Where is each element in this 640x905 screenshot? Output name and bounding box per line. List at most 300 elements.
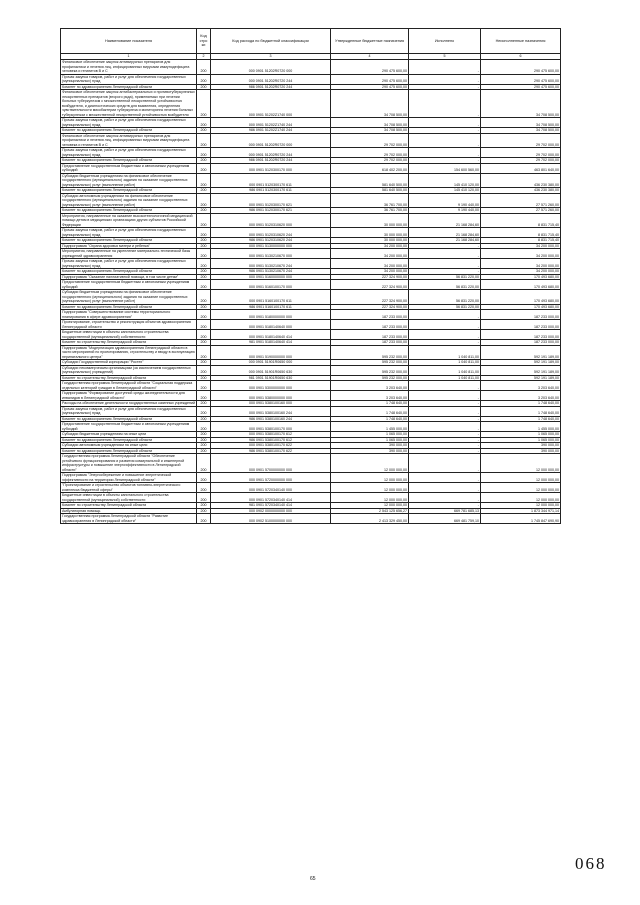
row-unexecuted: 170 493 680,00 bbox=[481, 280, 561, 290]
row-executed: - bbox=[409, 320, 481, 330]
row-name: Прочая закупка товаров, работ и услуг для обеспечения государственных (муниципальных) нужд bbox=[61, 228, 197, 238]
row-name: Комитет по строительству Ленинградской области bbox=[61, 503, 197, 509]
row-approved: 34 200 000,00 bbox=[331, 249, 409, 259]
header-name: Наименование показателя bbox=[61, 29, 197, 54]
table-header-row bbox=[61, 29, 561, 54]
row-approved: 227 324 900,00 bbox=[331, 290, 409, 305]
row-classification: 000 0901 5180140640 414 bbox=[211, 330, 331, 340]
row-code: 200 bbox=[197, 243, 211, 249]
row-code: 200 bbox=[197, 437, 211, 443]
row-classification: 986 0901 5130210670 244 bbox=[211, 269, 331, 275]
row-approved: 12 000 000,00 bbox=[331, 454, 409, 473]
row-name: Расходы на обеспечение деятельности государственных казенных учреждений bbox=[62, 401, 195, 405]
row-classification: 000 0901 51202R0720 244 bbox=[211, 74, 331, 84]
row-code: 200 bbox=[197, 422, 211, 432]
row-name: Комитет по здравоохранению Ленинградской области bbox=[61, 158, 197, 164]
row-classification: 000 0901 51202Z1740 000 bbox=[211, 90, 331, 118]
row-unexecuted: 290 475 600,00 bbox=[481, 74, 561, 84]
row-executed: 1 040 811,00 bbox=[409, 345, 481, 360]
row-classification: 986 0901 51202R0720 244 bbox=[211, 84, 331, 90]
row-classification: 000 0901 5120300170 621 bbox=[211, 193, 331, 208]
row-name: Комитет по здравоохранению Ленинградской области bbox=[61, 208, 197, 214]
row-executed: 145 410 120,00 bbox=[409, 173, 481, 188]
row-code: 200 bbox=[197, 508, 211, 514]
row-unexecuted: 29 702 000,00 bbox=[481, 148, 561, 158]
row-executed: - bbox=[409, 416, 481, 422]
row-classification: 000 0901 5180140640 000 bbox=[211, 320, 331, 330]
row-name: Субсидии Государственной корпорации "Ростех" bbox=[61, 360, 197, 366]
table-row bbox=[61, 345, 561, 360]
row-code: 200 bbox=[197, 443, 211, 449]
row-executed: - bbox=[409, 60, 481, 75]
row-code: 200 bbox=[197, 406, 211, 416]
row-unexecuted: 1 873 344 971,14 bbox=[481, 508, 561, 514]
row-approved: 290 475 600,00 bbox=[331, 74, 409, 84]
row-code: 200 bbox=[197, 365, 211, 375]
row-approved: 595 232 000,00 bbox=[331, 365, 409, 375]
row-unexecuted: 3 203 640,00 bbox=[481, 391, 561, 401]
row-classification: 986 0901 5120300170 611 bbox=[211, 188, 331, 194]
row-unexecuted: 1 065 000,00 bbox=[481, 432, 561, 438]
row-classification: 000 0901 5180000000 000 bbox=[211, 310, 331, 320]
row-executed: 1 040 811,00 bbox=[409, 360, 481, 366]
row-code: 200 bbox=[197, 320, 211, 330]
row-code: 200 bbox=[197, 454, 211, 473]
row-code: 200 bbox=[197, 330, 211, 340]
row-classification: 000 0902 5100000000 000 bbox=[211, 514, 331, 524]
row-name: Предоставление государственным бюджетным и автономным учреждениям субсидий bbox=[61, 163, 197, 173]
row-name: Государственная программа Ленинградской области "Обеспечение устойчивого функционирования и развития коммунальной и инженерной инфраструктуры и повышение энергоэффективности в Ленинградской области" bbox=[61, 454, 197, 473]
row-code: 200 bbox=[197, 128, 211, 134]
row-unexecuted: 436 230 380,00 bbox=[481, 188, 561, 194]
row-unexecuted: 34 708 500,00 bbox=[481, 118, 561, 128]
row-unexecuted: 290 475 600,00 bbox=[481, 84, 561, 90]
budget-execution-table bbox=[60, 28, 561, 524]
table-row bbox=[61, 406, 561, 416]
table-row bbox=[61, 148, 561, 158]
row-executed: - bbox=[409, 406, 481, 416]
row-executed: - bbox=[409, 148, 481, 158]
row-name: Подпрограмма "Формирование доступной среды жизнедеятельности для инвалидов в Ленинградской области" bbox=[61, 391, 197, 401]
row-classification: 986 0901 51202R0720 244 bbox=[211, 158, 331, 164]
column-number: 1 bbox=[61, 54, 197, 60]
row-name: Субсидии бюджетным учреждениям на финансовое обеспечение государственного (муниципального) задания на оказание государственных (муниципальных) услуг (выполнение работ) bbox=[61, 173, 197, 188]
row-name: Подпрограмма "Энергосбережение и повышение энергетической эффективности на территории Ленинградской области" bbox=[61, 473, 197, 483]
row-approved: 34 708 500,00 bbox=[331, 118, 409, 128]
row-executed: 56 831 220,00 bbox=[409, 274, 481, 280]
row-unexecuted: 436 230 380,00 bbox=[481, 173, 561, 188]
row-code: 200 bbox=[197, 381, 211, 391]
row-code: 200 bbox=[197, 213, 211, 228]
row-classification: 000 0901 51202Z1740 244 bbox=[211, 118, 331, 128]
row-classification: 000 0901 5380100170 612 bbox=[211, 432, 331, 438]
table-row bbox=[61, 330, 561, 340]
row-classification: 000 0901 51901R0650 630 bbox=[211, 365, 331, 375]
row-approved: 1 065 000,00 bbox=[331, 432, 409, 438]
row-code: 200 bbox=[197, 503, 211, 509]
row-code: 200 bbox=[197, 310, 211, 320]
table-row bbox=[61, 90, 561, 118]
row-unexecuted: 34 708 500,00 bbox=[481, 128, 561, 134]
table-row bbox=[61, 365, 561, 375]
row-executed: 56 831 220,00 bbox=[409, 290, 481, 305]
row-classification: 000 0901 5120300170 611 bbox=[211, 173, 331, 188]
table-row bbox=[61, 454, 561, 473]
row-executed: 154 600 560,00 bbox=[409, 163, 481, 173]
table-row bbox=[61, 290, 561, 305]
row-classification: 000 0901 5160100170 611 bbox=[211, 290, 331, 305]
column-number: 2 bbox=[197, 54, 211, 60]
row-executed: - bbox=[409, 381, 481, 391]
row-name: Государственная программа Ленинградской области "Развитие здравоохранения в Ленинградской области" bbox=[61, 514, 197, 524]
row-classification: 000 0901 5120310620 244 bbox=[211, 228, 331, 238]
row-executed: 21 168 284,60 bbox=[409, 228, 481, 238]
row-code: 200 bbox=[197, 148, 211, 158]
row-classification: 981 0901 5720340140 414 bbox=[211, 503, 331, 509]
row-classification: 000 0901 5720340140 000 bbox=[211, 483, 331, 493]
row-code: 200 bbox=[197, 290, 211, 305]
row-executed: - bbox=[409, 443, 481, 449]
row-approved: 187 233 000,00 bbox=[331, 330, 409, 340]
table-row bbox=[61, 163, 561, 173]
row-classification: 986 0901 5120300170 621 bbox=[211, 208, 331, 214]
row-classification: 000 0901 5380100160 244 bbox=[211, 406, 331, 416]
row-executed: 21 168 284,60 bbox=[409, 213, 481, 228]
row-executed: 56 831 220,00 bbox=[409, 280, 481, 290]
row-classification: 986 0901 5380100160 244 bbox=[211, 416, 331, 422]
row-approved: 2 543 125 656,27 bbox=[331, 508, 409, 514]
table-row bbox=[61, 473, 561, 483]
row-code: 200 bbox=[197, 493, 211, 503]
row-name: Бюджетные инвестиции в объекты капитального строительства государственной (муниципальной) собственности bbox=[61, 330, 197, 340]
row-classification: 000 0901 5160000000 000 bbox=[211, 274, 331, 280]
row-code: 200 bbox=[197, 208, 211, 214]
table-row bbox=[61, 60, 561, 75]
row-approved: 30 000 000,00 bbox=[331, 238, 409, 244]
row-executed: - bbox=[409, 158, 481, 164]
row-unexecuted: 1 745 847 690,90 bbox=[481, 514, 561, 524]
row-approved: 30 000 000,00 bbox=[331, 228, 409, 238]
table-row bbox=[61, 173, 561, 188]
row-approved: 12 000 000,00 bbox=[331, 483, 409, 493]
row-code: 200 bbox=[197, 90, 211, 118]
row-approved: 34 200 000,00 bbox=[331, 269, 409, 275]
row-name: Комитет по здравоохранению Ленинградской области bbox=[61, 416, 197, 422]
row-executed: - bbox=[409, 483, 481, 493]
row-executed: - bbox=[409, 493, 481, 503]
row-classification: 986 0901 51202Z1740 244 bbox=[211, 128, 331, 134]
row-name: Финансовое обеспечение закупок антибактериальных и противотуберкулезных лекарственных препаратов (второго ряда), применяемых при лечении больных туберкулезом с множественной лекарственной устойчивостью возбудителя, и диагностических средств для выявления, определения чувствительности микобактерии туберкулеза и мониторинга лечения больных туберкулезом с множественной лекарственной устойчивостью возбудителя bbox=[62, 90, 195, 117]
header-classification: Код расхода по бюджетной классификации bbox=[211, 29, 331, 54]
row-unexecuted: 8 831 715,40 bbox=[481, 238, 561, 244]
row-name: Финансовое обеспечение закупок антивирусных препаратов для профилактики и лечения лиц, инфицированных вирусами иммунодефицита человека и гепатитов В и С bbox=[61, 60, 197, 75]
row-executed: 669 781 685,13 bbox=[409, 508, 481, 514]
table-row bbox=[61, 422, 561, 432]
row-name: Финансовое обеспечение закупок антивирусных препаратов для профилактики и лечения лиц, инфицированных вирусами иммунодефицита человека и гепатитов В и С bbox=[61, 133, 197, 148]
row-executed: - bbox=[409, 269, 481, 275]
row-classification: 000 0901 5380100170 622 bbox=[211, 443, 331, 449]
header-approved: Утвержденные бюджетные назначения bbox=[331, 29, 409, 54]
table-row bbox=[61, 228, 561, 238]
row-executed: - bbox=[409, 128, 481, 134]
row-code: 200 bbox=[197, 133, 211, 148]
table-row bbox=[61, 310, 561, 320]
row-code: 200 bbox=[197, 514, 211, 524]
row-code: 200 bbox=[197, 118, 211, 128]
row-code: 200 bbox=[197, 249, 211, 259]
row-code: 200 bbox=[197, 340, 211, 346]
row-classification: 981 0901 5180140640 414 bbox=[211, 340, 331, 346]
column-number: 4 bbox=[331, 54, 409, 60]
table-row bbox=[61, 483, 561, 493]
row-name: Государственная программа Ленинградской области "Социальная поддержка отдельных категорий граждан в Ленинградской области" bbox=[61, 381, 197, 391]
page-number: 65 bbox=[310, 876, 316, 882]
table-row bbox=[61, 320, 561, 330]
column-number: 6 bbox=[481, 54, 561, 60]
row-executed: - bbox=[409, 437, 481, 443]
row-code: 200 bbox=[197, 84, 211, 90]
row-unexecuted: 1 748 640,00 bbox=[481, 416, 561, 422]
handwritten-sheet-number: 068 bbox=[575, 854, 607, 873]
table-row bbox=[61, 213, 561, 228]
row-name: Комитет по здравоохранению Ленинградской области bbox=[61, 437, 197, 443]
row-name: Прочая закупка товаров, работ и услуг для обеспечения государственных (муниципальных) нужд bbox=[61, 259, 197, 269]
row-unexecuted: 34 200 000,00 bbox=[481, 269, 561, 275]
row-approved: 187 233 000,00 bbox=[331, 310, 409, 320]
row-name: Предоставление государственным бюджетным и автономным учреждениям субсидий bbox=[61, 280, 197, 290]
row-code: 200 bbox=[197, 188, 211, 194]
row-classification: 000 0901 5720340140 414 bbox=[211, 493, 331, 503]
row-approved: 3 203 640,00 bbox=[331, 381, 409, 391]
row-executed: - bbox=[409, 259, 481, 269]
row-unexecuted: 1 455 000,00 bbox=[481, 422, 561, 432]
row-approved: 34 708 500,00 bbox=[331, 90, 409, 118]
row-executed: - bbox=[409, 422, 481, 432]
row-executed: - bbox=[409, 503, 481, 509]
row-name: Комитет по строительству Ленинградской области bbox=[61, 375, 197, 381]
row-approved: 36 761 700,00 bbox=[331, 193, 409, 208]
row-unexecuted: 34 200 000,00 bbox=[481, 243, 561, 249]
row-name: "Проектирование и строительство объектов топливно-энергетического комплекса бюджетной сферы" bbox=[61, 483, 197, 493]
row-approved: 595 232 000,00 bbox=[331, 345, 409, 360]
row-executed: - bbox=[409, 330, 481, 340]
row-name: Прочая закупка товаров, работ и услуг для обеспечения государственных (муниципальных) нужд bbox=[61, 148, 197, 158]
row-name: Подпрограмма "Оказание паллиативной помощи, в том числе детям" bbox=[61, 274, 197, 280]
row-approved: 3 203 640,00 bbox=[331, 391, 409, 401]
row-unexecuted: 170 493 680,00 bbox=[481, 290, 561, 305]
row-executed: - bbox=[409, 133, 481, 148]
row-approved: 34 200 000,00 bbox=[331, 259, 409, 269]
row-approved: 12 000 000,00 bbox=[331, 503, 409, 509]
row-name: Комитет по здравоохранению Ленинградской области bbox=[61, 128, 197, 134]
row-classification: 000 0901 51202R0720 244 bbox=[211, 148, 331, 158]
row-name: Комитет по здравоохранению Ленинградской области bbox=[61, 304, 197, 310]
row-classification: 000 0901 5300000000 000 bbox=[211, 381, 331, 391]
row-classification: 986 0901 5120310620 244 bbox=[211, 238, 331, 244]
row-approved: 29 702 000,00 bbox=[331, 158, 409, 164]
row-code: 200 bbox=[197, 391, 211, 401]
row-approved: 1 455 000,00 bbox=[331, 422, 409, 432]
row-classification: 000 0901 5190000000 000 bbox=[211, 345, 331, 360]
row-executed: - bbox=[409, 118, 481, 128]
row-name: Прочая закупка товаров, работ и услуг для обеспечения государственных (муниципальных) нужд bbox=[61, 118, 197, 128]
row-name: Комитет по здравоохранению Ленинградской области bbox=[61, 188, 197, 194]
row-code: 200 bbox=[197, 238, 211, 244]
row-unexecuted: 390 000,00 bbox=[481, 443, 561, 449]
row-approved: 290 475 600,00 bbox=[331, 60, 409, 75]
row-approved: 187 233 000,00 bbox=[331, 320, 409, 330]
row-code: 200 bbox=[197, 473, 211, 483]
column-number: 5 bbox=[409, 54, 481, 60]
table-row bbox=[61, 259, 561, 269]
row-name: Бюджетные инвестиции в объекты капитального строительства государственной (муниципальной) собственности bbox=[61, 493, 197, 503]
row-unexecuted: 290 475 600,00 bbox=[481, 60, 561, 75]
row-unexecuted: 8 831 715,40 bbox=[481, 213, 561, 228]
row-code: 200 bbox=[197, 158, 211, 164]
row-executed: - bbox=[409, 454, 481, 473]
row-approved: 1 748 640,00 bbox=[331, 401, 409, 407]
row-unexecuted: 187 233 000,00 bbox=[481, 340, 561, 346]
row-classification: 000 0901 5720000000 000 bbox=[211, 473, 331, 483]
row-unexecuted: 29 702 000,00 bbox=[481, 133, 561, 148]
row-classification: 000 0901 5380000000 000 bbox=[211, 391, 331, 401]
row-unexecuted: 1 748 640,00 bbox=[481, 401, 561, 407]
budget-report-sheet bbox=[60, 28, 560, 524]
row-name: Субсидии автономным учреждениям на иные цели bbox=[61, 443, 197, 449]
row-name: Предоставление государственным бюджетным и автономным учреждениям субсидий bbox=[61, 422, 197, 432]
row-unexecuted: 29 702 000,00 bbox=[481, 158, 561, 164]
row-unexecuted: 592 191 189,00 bbox=[481, 375, 561, 381]
row-executed: 56 831 220,00 bbox=[409, 304, 481, 310]
row-code: 200 bbox=[197, 345, 211, 360]
row-approved: 12 000 000,00 bbox=[331, 473, 409, 483]
row-executed: 9 190 440,00 bbox=[409, 208, 481, 214]
row-unexecuted: 1 748 640,00 bbox=[481, 406, 561, 416]
row-name: Субсидии бюджетным учреждениям на финансовое обеспечение государственного (муниципального) задания на оказание государственных (муниципальных) услуг (выполнение работ) bbox=[61, 290, 197, 305]
row-unexecuted: 592 191 189,00 bbox=[481, 360, 561, 366]
row-unexecuted: 187 233 000,00 bbox=[481, 310, 561, 320]
row-executed: - bbox=[409, 473, 481, 483]
header-unexecuted: Неисполненные назначения bbox=[481, 29, 561, 54]
row-approved: 227 324 900,00 bbox=[331, 304, 409, 310]
row-unexecuted: 12 000 000,00 bbox=[481, 493, 561, 503]
row-name: Подпрограмма "Совершенствование системы территориального планирования в сфере здравоохранения" bbox=[61, 310, 197, 320]
row-approved: 187 233 000,00 bbox=[331, 340, 409, 346]
row-code: 200 bbox=[197, 259, 211, 269]
row-approved: 581 640 500,00 bbox=[331, 188, 409, 194]
row-classification: 986 0901 5160100170 611 bbox=[211, 304, 331, 310]
row-unexecuted: 170 493 680,00 bbox=[481, 274, 561, 280]
row-name: Комитет по здравоохранению Ленинградской области bbox=[61, 448, 197, 454]
row-executed: - bbox=[409, 340, 481, 346]
row-approved: 618 402 200,00 bbox=[331, 163, 409, 173]
table-row bbox=[61, 74, 561, 84]
row-unexecuted: 12 000 000,00 bbox=[481, 483, 561, 493]
row-unexecuted: 3 203 640,00 bbox=[481, 381, 561, 391]
row-classification: 000 0901 5130210670 000 bbox=[211, 249, 331, 259]
row-name: Подпрограмма "Модернизация здравоохранения Ленинградской области в части мероприятий по проектированию, строительству и вводу в эксплуатацию перинатального центра" bbox=[62, 345, 195, 359]
row-approved: 595 232 000,00 bbox=[331, 375, 409, 381]
row-unexecuted: 463 801 640,00 bbox=[481, 163, 561, 173]
row-approved: 1 748 640,00 bbox=[331, 406, 409, 416]
row-executed: 1 040 811,00 bbox=[409, 365, 481, 375]
row-executed: - bbox=[409, 249, 481, 259]
row-name: Субсидии автономным учреждениям на финансовое обеспечение государственного (муниципального) задания на оказание государственных (муниципальных) услуг (выполнение работ) bbox=[61, 193, 197, 208]
row-unexecuted: 592 191 189,00 bbox=[481, 345, 561, 360]
row-approved: 1 748 640,00 bbox=[331, 416, 409, 422]
row-code: 200 bbox=[197, 74, 211, 84]
row-classification: 986 0901 5380100170 612 bbox=[211, 437, 331, 443]
row-name: Субсидии бюджетным учреждениям на иные цели bbox=[61, 432, 197, 438]
row-name: Прочая закупка товаров, работ и услуг для обеспечения государственных (муниципальных) нужд bbox=[61, 74, 197, 84]
row-approved: 227 324 900,00 bbox=[331, 274, 409, 280]
row-name: Проектирование, строительство и реконструкция объектов здравоохранения Ленинградской области bbox=[61, 320, 197, 330]
row-approved: 12 000 000,00 bbox=[331, 493, 409, 503]
row-code: 200 bbox=[197, 228, 211, 238]
header-executed: Исполнено bbox=[409, 29, 481, 54]
row-approved: 390 000,00 bbox=[331, 448, 409, 454]
row-name: Мероприятия, направленные на укрепление материально-технической базы учреждений здравоохранения bbox=[61, 249, 197, 259]
row-approved: 29 702 000,00 bbox=[331, 133, 409, 148]
table-row bbox=[61, 391, 561, 401]
row-unexecuted: 34 200 000,00 bbox=[481, 249, 561, 259]
row-code: 200 bbox=[197, 304, 211, 310]
row-executed: 21 168 284,60 bbox=[409, 238, 481, 244]
row-executed: - bbox=[409, 448, 481, 454]
row-executed: - bbox=[409, 391, 481, 401]
row-unexecuted: 12 000 000,00 bbox=[481, 503, 561, 509]
row-code: 200 bbox=[197, 163, 211, 173]
row-code: 200 bbox=[197, 193, 211, 208]
row-code: 200 bbox=[197, 274, 211, 280]
row-name: Комитет по здравоохранению Ленинградской области bbox=[61, 84, 197, 90]
row-executed: 9 190 440,00 bbox=[409, 193, 481, 208]
row-code: 200 bbox=[197, 432, 211, 438]
row-unexecuted: 390 000,00 bbox=[481, 448, 561, 454]
row-classification: 000 0901 51202R0720 000 bbox=[211, 60, 331, 75]
row-executed: 669 481 759,10 bbox=[409, 514, 481, 524]
row-classification: 000 0901 5130000000 000 bbox=[211, 243, 331, 249]
row-approved: 227 324 900,00 bbox=[331, 280, 409, 290]
row-approved: 34 200 000,00 bbox=[331, 243, 409, 249]
row-classification: 000 0901 5700000000 000 bbox=[211, 454, 331, 473]
table-row bbox=[61, 514, 561, 524]
row-approved: 34 708 500,00 bbox=[331, 128, 409, 134]
row-executed: - bbox=[409, 401, 481, 407]
row-code: 200 bbox=[197, 416, 211, 422]
row-unexecuted: 12 000 000,00 bbox=[481, 473, 561, 483]
row-name: Субсидии некоммерческим организациям (за исключением государственных (муниципальных) учреждений) bbox=[61, 365, 197, 375]
table-row bbox=[61, 280, 561, 290]
row-approved: 390 000,00 bbox=[331, 443, 409, 449]
row-name: Комитет по здравоохранению Ленинградской области bbox=[61, 269, 197, 275]
row-unexecuted: 170 493 680,00 bbox=[481, 304, 561, 310]
table-row bbox=[61, 493, 561, 503]
row-executed: - bbox=[409, 432, 481, 438]
table-row bbox=[61, 249, 561, 259]
row-approved: 581 640 500,00 bbox=[331, 173, 409, 188]
row-unexecuted: 27 571 260,00 bbox=[481, 193, 561, 208]
table-row bbox=[61, 193, 561, 208]
row-executed: - bbox=[409, 84, 481, 90]
row-code: 200 bbox=[197, 173, 211, 188]
row-name: Комитет по строительству Ленинградской области bbox=[61, 340, 197, 346]
row-code: 200 bbox=[197, 360, 211, 366]
table-row bbox=[61, 133, 561, 148]
row-name: Прочая закупка товаров, работ и услуг для обеспечения государственных (муниципальных) нужд bbox=[61, 406, 197, 416]
row-classification: 000 0901 5380100170 000 bbox=[211, 422, 331, 432]
row-code: 200 bbox=[197, 60, 211, 75]
